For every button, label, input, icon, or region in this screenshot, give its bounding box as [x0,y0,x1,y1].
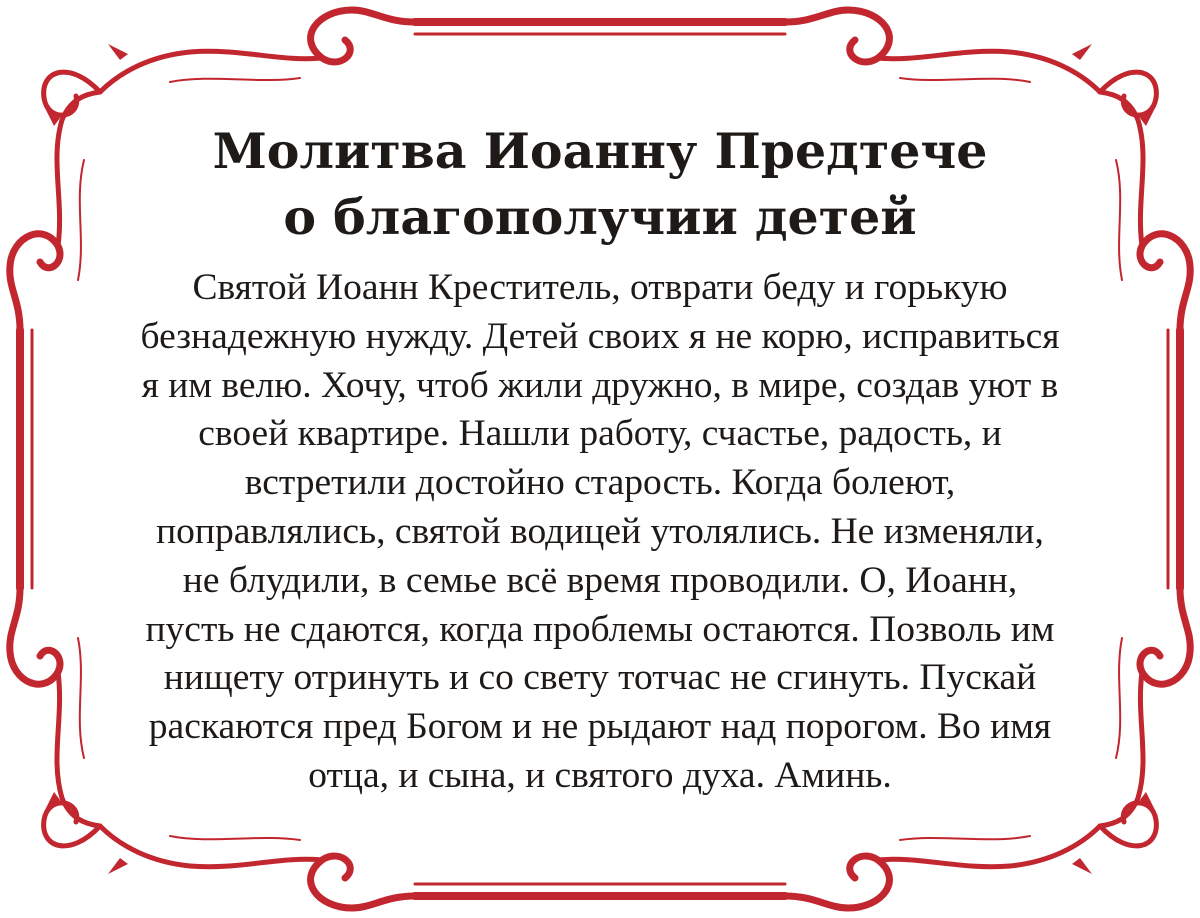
prayer-line: безнадежную нужду. Детей своих я не корю, исправиться [140,315,1060,357]
prayer-line: своей квартире. Нашли работу, счастье, радость, и [198,413,1002,455]
prayer-line: Святой Иоанн Креститель, отврати беду и горькую [192,267,1008,308]
prayer-line: поправлялись, святой водицей утолялись. Не изменяли, [156,510,1044,552]
prayer-line: пусть не сдаются, когда проблемы остаются. Позволь им [145,608,1055,650]
prayer-line: отца, и сына, и святого духа. Аминь. [308,754,892,796]
prayer-line: я им велю. Хочу, чтоб жили дружно, в мире, создав уют в [141,364,1059,406]
prayer-card [110,118,1090,801]
prayer-text [110,264,1090,801]
prayer-line: нищету отринуть и со свету тотчас не сгинуть. Пускай [163,657,1037,699]
prayer-line: встретили достойно старость. Когда болеют, [244,462,956,504]
prayer-line: раскаются пред Богом и не рыдают над порогом. Во имя [148,706,1052,748]
page-title [110,118,1090,250]
title-line: Молитва Иоанну Предтече [212,122,988,180]
title-line: о благополучии детей [283,188,917,246]
prayer-line: не блудили, в семье всё время проводили. О, Иоанн, [182,559,1018,601]
